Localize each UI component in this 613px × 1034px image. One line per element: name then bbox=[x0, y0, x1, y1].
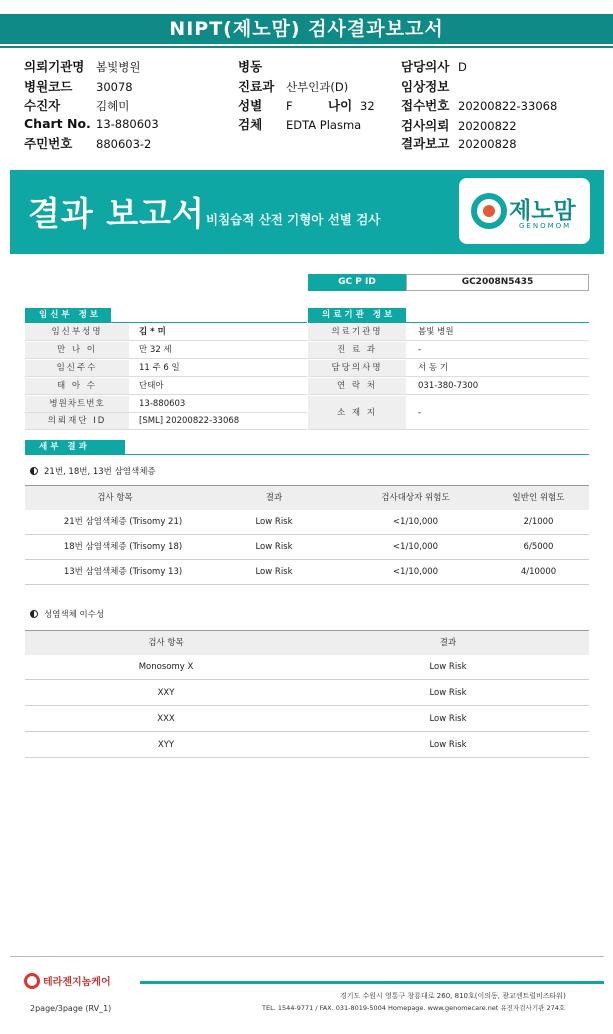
table-row: XYY Low Risk bbox=[25, 733, 589, 758]
report-title: NIPT(제노맘) 검사결과보고서 bbox=[0, 14, 613, 44]
table-row: 21번 삼염색체증 (Trisomy 21) Low Risk <1/10,000 2/1000 bbox=[25, 510, 589, 535]
detail-section-line bbox=[25, 454, 589, 455]
page-number: 2page/3page (RV_1) bbox=[30, 1004, 112, 1013]
logo-text: 제노맘 bbox=[509, 198, 576, 224]
pregnant-row-foundation-id: 의뢰재단 ID [SML] 20200822-33068 bbox=[25, 413, 307, 430]
pregnant-row-name: 임신부성명 김 * 미 bbox=[25, 324, 307, 341]
sex-chromosome-table-header: 검사 항목 결과 bbox=[25, 630, 589, 655]
info-resident-no: 주민번호 880603-2 bbox=[24, 136, 152, 151]
footer-divider bbox=[10, 956, 604, 957]
institution-section-line bbox=[308, 322, 589, 323]
info-doctor: 담당의사 D bbox=[401, 59, 467, 74]
info-department: 진료과 산부인과(D) bbox=[238, 79, 349, 94]
footer-address: 경기도 수원시 영통구 창룡대로 260, 810호(이의동, 광교센트럴비즈타워) bbox=[340, 992, 566, 1000]
footer-accent-bar bbox=[140, 981, 604, 984]
sex-chromosome-table bbox=[25, 630, 589, 760]
info-report-date: 결과보고 20200828 bbox=[401, 136, 517, 151]
institution-row-doctor: 담당의사명 서 동 기 bbox=[308, 360, 589, 377]
gcpid-label: GC P ID bbox=[308, 274, 406, 291]
institution-section-tag: 의료기관 정보 bbox=[308, 308, 406, 322]
g-logo-icon bbox=[24, 973, 40, 989]
info-hospital-code: 병원코드 30078 bbox=[24, 79, 133, 94]
table-row: 18번 삼염색체증 (Trisomy 18) Low Risk <1/10,000 6/5000 bbox=[25, 535, 589, 560]
genomom-logo bbox=[459, 178, 590, 244]
table-row: XXX Low Risk bbox=[25, 707, 589, 732]
info-patient: 수진자 김혜미 bbox=[24, 98, 130, 113]
table-row: Monosomy X Low Risk bbox=[25, 655, 589, 680]
trisomy-heading: 21번, 18번, 13번 삼염색체증 bbox=[30, 465, 156, 477]
pregnant-row-chart: 병원차트번호 13-880603 bbox=[25, 396, 307, 413]
pregnant-section-line bbox=[25, 322, 307, 323]
institution-row-contact: 연 락 처 031-380-7300 bbox=[308, 378, 589, 395]
footer-contact: TEL. 1544-9771 / FAX. 031-8019-5004 Homepage. www.genomecare.net 유전자검사기관 274호 bbox=[262, 1004, 566, 1012]
half-circle-icon bbox=[30, 467, 38, 475]
trisomy-table bbox=[25, 485, 589, 585]
pregnant-section-tag: 임신부 정보 bbox=[25, 308, 111, 322]
half-circle-icon bbox=[30, 610, 38, 618]
company-logo: 테라젠지놈케어 bbox=[24, 973, 111, 989]
detail-section-tag: 세부 결과 bbox=[25, 440, 125, 454]
pregnant-row-fetus: 태 아 수 단태아 bbox=[25, 378, 307, 395]
pregnant-row-age: 만 나 이 만 32 세 bbox=[25, 342, 307, 359]
banner-title: 결과 보고서 bbox=[28, 194, 205, 233]
banner-subtitle: 비침습적 산전 기형아 선별 검사 bbox=[206, 212, 381, 227]
institution-row-location: 소 재 지 - bbox=[308, 396, 589, 430]
institution-row-name: 의료기관명 봄빛 병원 bbox=[308, 324, 589, 341]
info-receipt-no: 접수번호 20200822-33068 bbox=[401, 98, 558, 113]
info-clinical: 임상정보 bbox=[401, 79, 450, 94]
table-row: XXY Low Risk bbox=[25, 681, 589, 706]
info-chart-no: Chart No. 13-880603 bbox=[24, 116, 159, 131]
info-hospital: 의뢰기관명 봄빛병원 bbox=[24, 59, 141, 74]
sex-chromosome-heading: 성염색체 이수성 bbox=[30, 608, 104, 620]
table-row: 13번 삼염색체증 (Trisomy 13) Low Risk <1/10,000 4/10000 bbox=[25, 560, 589, 585]
info-age: 나이 32 bbox=[328, 98, 375, 113]
info-ward: 병동 bbox=[238, 59, 263, 74]
trisomy-table-header: 검사 항목 결과 검사대상자 위험도 일반인 위험도 bbox=[25, 485, 589, 510]
info-sex: 성별 F bbox=[238, 98, 293, 113]
result-banner bbox=[10, 170, 604, 254]
gcpid-value: GC2008N5435 bbox=[406, 274, 589, 291]
info-specimen: 검체 EDTA Plasma bbox=[238, 117, 362, 132]
report-sheet bbox=[10, 170, 604, 1030]
logo-dot-icon bbox=[483, 205, 495, 217]
institution-row-dept: 진 료 과 - bbox=[308, 342, 589, 359]
logo-subtext: GENOMOM bbox=[519, 222, 572, 230]
info-request-date: 검사의뢰 20200822 bbox=[401, 118, 517, 133]
pregnant-row-weeks: 임신주수 11 주 6 일 bbox=[25, 360, 307, 377]
title-rule bbox=[0, 46, 613, 48]
